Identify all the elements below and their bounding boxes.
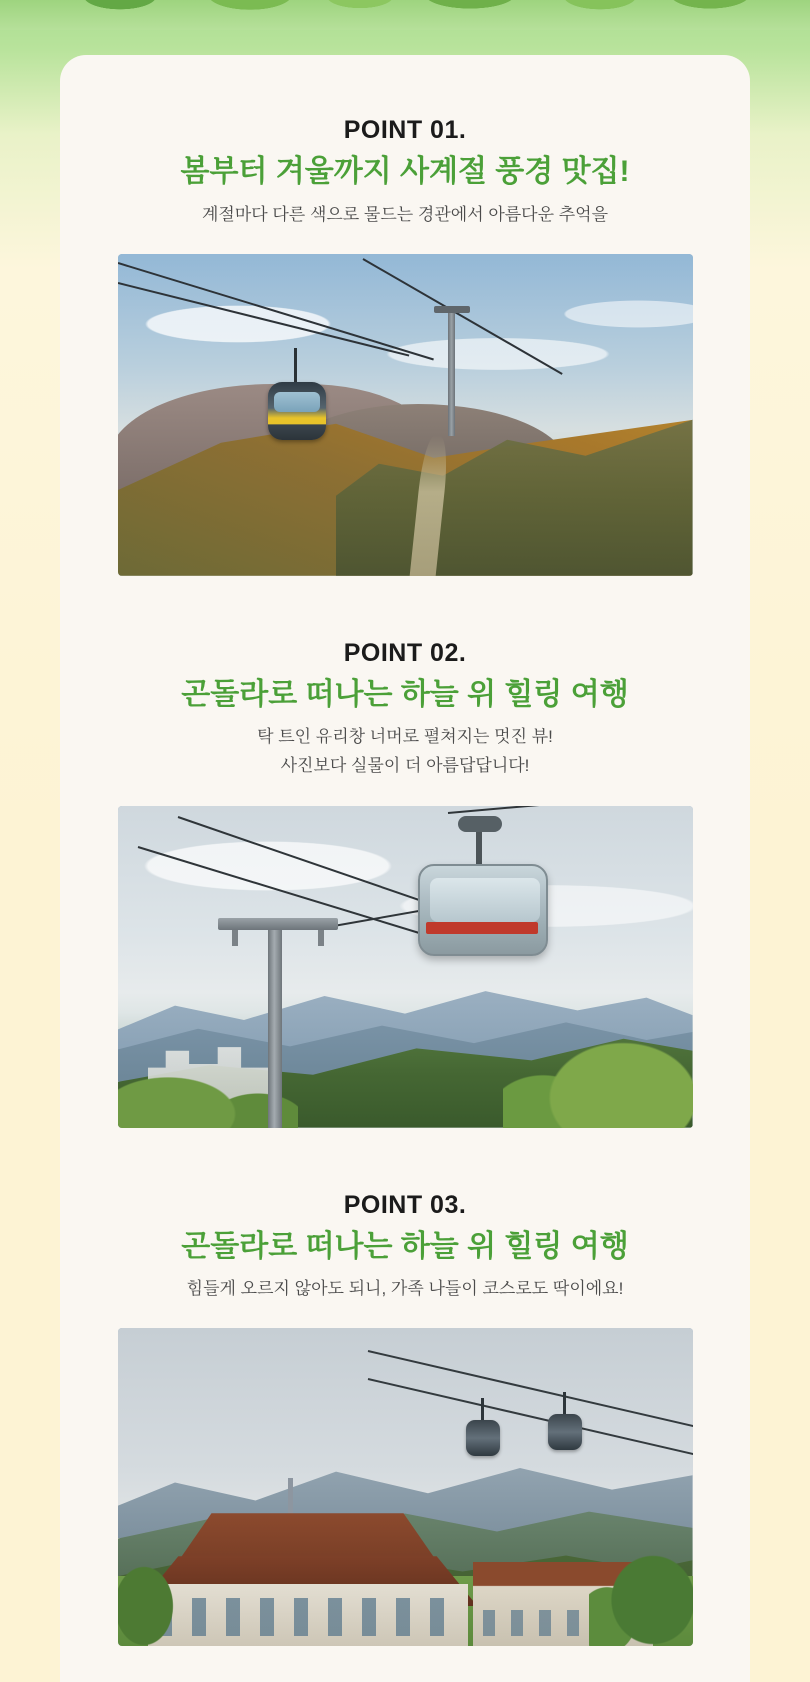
point-description-2: 사진보다 실물이 더 아름답답니다! — [280, 756, 530, 776]
point-block-3 — [60, 1190, 750, 1647]
point-description: 탁 트인 유리창 너머로 펼쳐지는 멋진 뷰! — [257, 727, 553, 747]
point-description: 힘들게 오르지 않아도 되니, 가족 나들이 코스로도 딱이에요! — [186, 1279, 624, 1299]
gondola-cabin — [268, 382, 326, 440]
point-block-1 — [60, 115, 750, 576]
point-label: POINT 03. — [343, 1190, 467, 1219]
point-photo-1 — [118, 254, 693, 576]
gondola-cabin — [418, 864, 548, 956]
gondola-cabin — [548, 1414, 582, 1450]
point-title: 곤돌라로 떠나는 하늘 위 힐링 여행 — [181, 1229, 629, 1263]
foreground-tree-left — [118, 1536, 188, 1646]
gondola-cabin — [466, 1420, 500, 1456]
foreground-foliage-right — [503, 988, 693, 1128]
point-description: 계절마다 다른 색으로 물드는 경관에서 아름다운 추억을 — [201, 204, 609, 224]
leaf-decoration-icon — [0, 0, 810, 30]
cable-pylon — [268, 918, 282, 1128]
gondola-cabin-band — [426, 922, 538, 934]
point-title: 곤돌라로 떠나는 하늘 위 힐링 여행 — [181, 677, 629, 711]
point-photo-2 — [118, 806, 693, 1128]
point-title: 봄부터 겨울까지 사계절 풍경 맛집! — [180, 155, 630, 188]
resort-windows — [158, 1598, 458, 1636]
point-label: POINT 02. — [343, 638, 467, 667]
point-photo-3 — [118, 1328, 693, 1646]
gondola-hanger — [476, 828, 482, 868]
cable-tower — [448, 306, 455, 436]
foreground-tree-right — [589, 1520, 693, 1646]
cable-pylon-arm — [218, 918, 338, 930]
point-block-2 — [60, 638, 750, 1128]
point-label: POINT 01. — [343, 116, 467, 144]
content-card — [60, 55, 750, 1682]
